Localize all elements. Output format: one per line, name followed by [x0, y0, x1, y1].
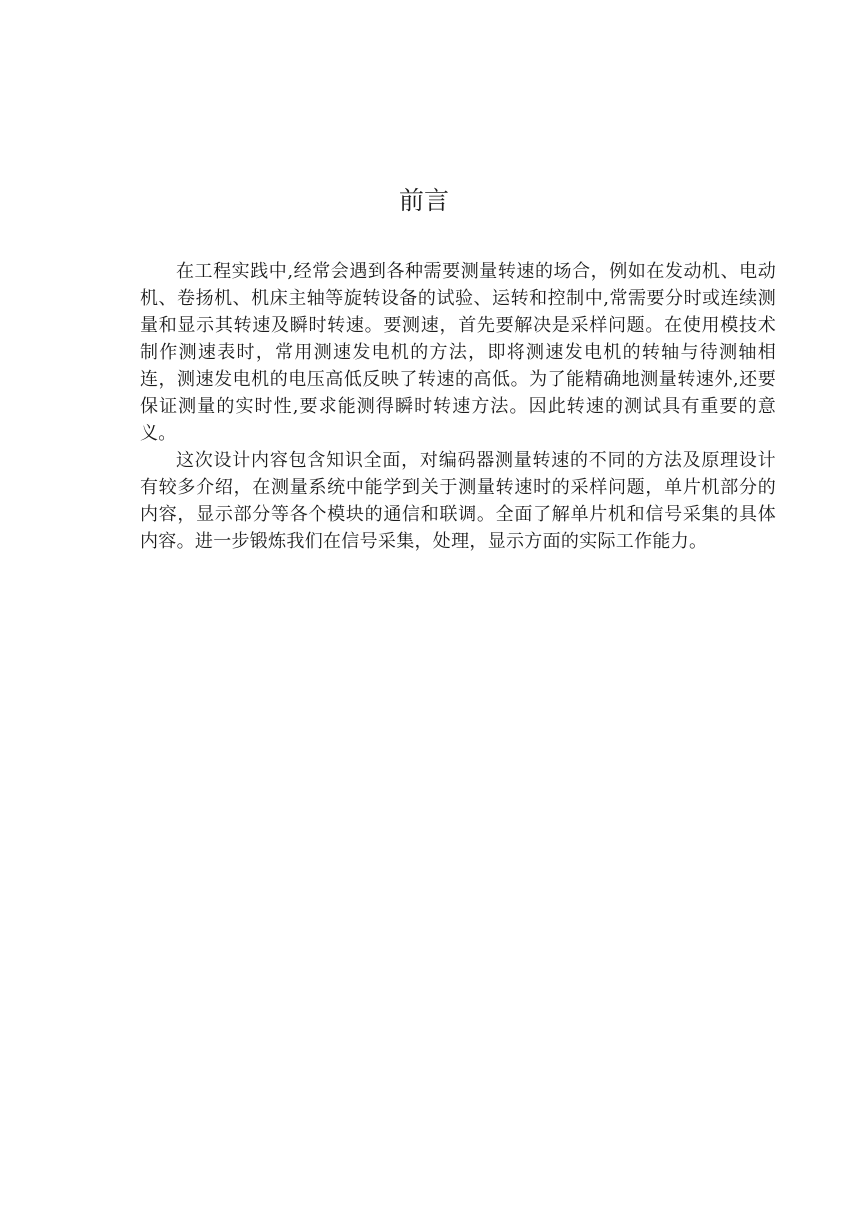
- page-title: 前言: [398, 186, 449, 215]
- paragraph-1: 在工程实践中,经常会遇到各种需要测量转速的场合，例如在发动机、电动机、卷扬机、机床主轴等旋转设备的试验、运转和控制中,常需要分时或连续测量和显示其转速及瞬时转速。要测速，首先要解决是采样问题。在使用模技术制作测速表时，常用测速发电机的方法，即将测速发电机的转轴与待测轴相连，测速发电机的电压高低反映了转速的高低。为了能精确地测量转速外,还要保证测量的实时性,要求能测得瞬时转速方法。因此转速的测试具有重要的意义。: [140, 261, 776, 444]
- document-body: [140, 258, 776, 555]
- paragraph-2: 这次设计内容包含知识全面，对编码器测量转速的不同的方法及原理设计有较多介绍，在测量系统中能学到关于测量转速时的采样问题，单片机部分的内容，显示部分等各个模块的通信和联调。全面了解单片机和信号采集的具体内容。进一步锻炼我们在信号采集，处理，显示方面的实际工作能力。: [140, 450, 776, 552]
